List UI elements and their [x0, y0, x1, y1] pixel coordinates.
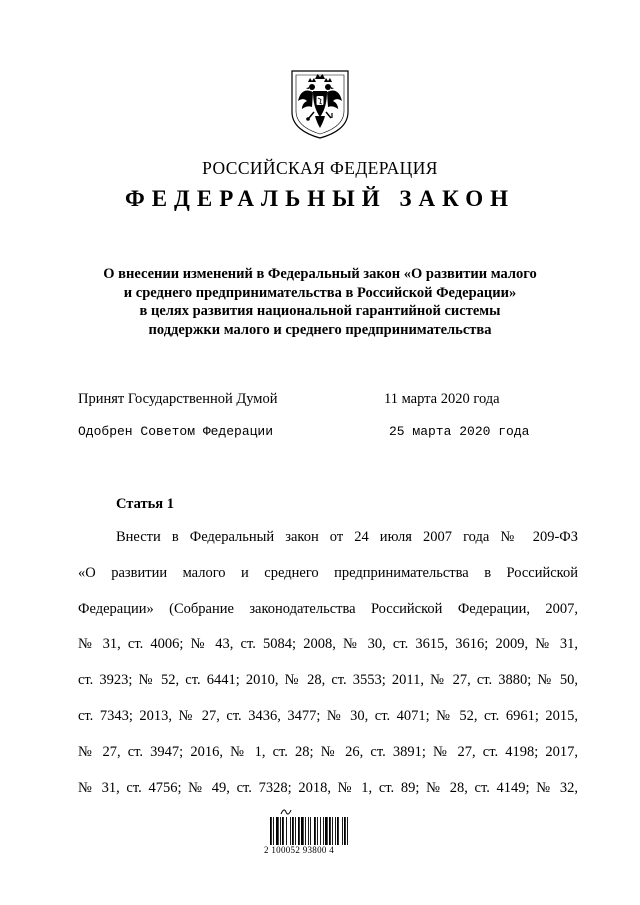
barcode-number: 2 100052 93800 4 — [264, 845, 335, 855]
body-line: № 27, ст. 3947; 2016, № 1, ст. 28; № 26, ст. 3891; № 27, ст. 4198; 2017, — [78, 743, 578, 760]
law-title-line: поддержки малого и среднего предпринимательства — [148, 321, 492, 338]
duma-label: Принят Государственной Думой — [78, 391, 278, 407]
body-line: «О развитии малого и среднего предпринимательства в Российской — [78, 564, 578, 581]
council-date: 25 марта 2020 года — [389, 424, 530, 439]
body-line: Внести в Федеральный закон от 24 июля 2007 года № 209-ФЗ — [116, 529, 578, 545]
council-label: Одобрен Советом Федерации — [78, 424, 274, 439]
body-line: Федерации» (Собрание законодательства Российской Федерации, 2007, — [78, 600, 578, 617]
body-line: ст. 3923; № 52, ст. 6441; 2010, № 28, ст. 3553; 2011, № 27, ст. 3880; № 50, — [78, 672, 578, 689]
body-line: ст. 7343; 2013, № 27, ст. 3436, 3477; № 30, ст. 4071; № 52, ст. 6961; 2015, — [78, 707, 578, 724]
document-type: ФЕДЕРАЛЬНЫЙ ЗАКОН — [124, 186, 516, 211]
duma-date: 11 марта 2020 года — [384, 391, 500, 407]
law-title-line: в целях развития национальной гарантийной системы — [139, 303, 501, 319]
article-heading: Статья 1 — [116, 496, 174, 512]
body-line: № 31, ст. 4006; № 43, ст. 5084; 2008, № 30, ст. 3615, 3616; 2009, № 31, — [78, 636, 578, 653]
coat-of-arms-icon — [289, 68, 351, 140]
barcode-icon — [270, 817, 370, 845]
law-title-line: О внесении изменений в Федеральный закон «О развитии малого — [103, 266, 537, 282]
document-footer — [262, 808, 412, 856]
law-title — [40, 265, 600, 339]
registration-mark-icon — [280, 808, 292, 816]
body-line: № 31, ст. 4756; № 49, ст. 7328; 2018, № 1, ст. 89; № 28, ст. 4149; № 32, — [78, 779, 578, 796]
article-body — [78, 524, 578, 810]
law-title-line: и среднего предпринимательства в Российской Федерации» — [123, 284, 517, 301]
state-name: РОССИЙСКАЯ ФЕДЕРАЦИЯ — [202, 158, 438, 178]
